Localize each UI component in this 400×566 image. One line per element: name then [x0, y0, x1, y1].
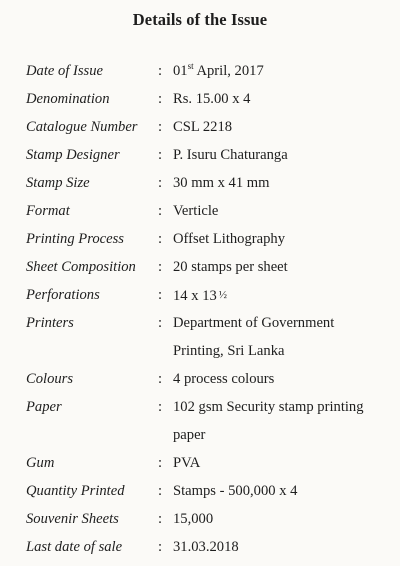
field-label: Format: [26, 203, 70, 219]
value-main: 14 x 13: [173, 288, 217, 304]
value-line: Printing, Sri Lanka: [173, 343, 285, 359]
field-label: Souvenir Sheets: [26, 511, 119, 527]
row-denomination: [0, 85, 400, 113]
field-value: 30 mm x 41 mm: [173, 175, 270, 191]
field-label: Sheet Composition: [26, 259, 136, 275]
row-catalogue-number: [0, 113, 400, 141]
details-list: [0, 57, 400, 561]
colon: :: [158, 315, 163, 331]
value-superscript: st: [187, 61, 194, 71]
field-value: Stamps - 500,000 x 4: [173, 483, 298, 499]
field-value: PVA: [173, 455, 201, 471]
colon: :: [158, 147, 163, 163]
colon: :: [158, 91, 163, 107]
field-value: P. Isuru Chaturanga: [173, 147, 288, 163]
field-label: Catalogue Number: [26, 119, 138, 135]
field-value: Offset Lithography: [173, 231, 285, 247]
colon: :: [158, 203, 163, 219]
row-perforations: [0, 281, 400, 309]
field-value: [173, 309, 388, 365]
row-colours: [0, 365, 400, 393]
row-paper: [0, 393, 400, 449]
row-souvenir-sheets: [0, 505, 400, 533]
field-label: Stamp Size: [26, 175, 90, 191]
field-label: Denomination: [26, 91, 110, 107]
value-line: Department of Government: [173, 315, 335, 331]
row-stamp-size: [0, 169, 400, 197]
row-stamp-designer: [0, 141, 400, 169]
field-label: Printing Process: [26, 231, 124, 247]
value-line: 102 gsm Security stamp printing: [173, 399, 364, 415]
row-gum: [0, 449, 400, 477]
row-quantity-printed: [0, 477, 400, 505]
row-printing-process: [0, 225, 400, 253]
row-date-of-issue: [0, 57, 400, 85]
field-label: Date of Issue: [26, 63, 104, 79]
value-rest: April, 2017: [193, 63, 264, 79]
field-value: 15,000: [173, 511, 214, 527]
field-value: 31.03.2018: [173, 539, 239, 555]
row-sheet-composition: [0, 253, 400, 281]
colon: :: [158, 63, 163, 79]
field-label: Paper: [26, 399, 62, 415]
field-value: [173, 57, 388, 85]
field-label: Colours: [26, 371, 74, 387]
value-fraction: ½: [218, 289, 228, 301]
colon: :: [158, 539, 163, 555]
colon: :: [158, 483, 163, 499]
row-format: [0, 197, 400, 225]
field-value: [173, 393, 388, 449]
field-value: Verticle: [173, 203, 219, 219]
field-value: [173, 281, 388, 310]
value-main: 01: [173, 63, 188, 79]
row-last-date-of-sale: [0, 533, 400, 561]
field-value: CSL 2218: [173, 119, 233, 135]
field-label: Stamp Designer: [26, 147, 120, 163]
field-value: Rs. 15.00 x 4: [173, 91, 251, 107]
page-title: Details of the Issue: [132, 10, 268, 29]
colon: :: [158, 119, 163, 135]
field-label: Quantity Printed: [26, 483, 125, 499]
value-line: paper: [173, 427, 206, 443]
field-value: 20 stamps per sheet: [173, 259, 288, 275]
colon: :: [158, 287, 163, 303]
colon: :: [158, 259, 163, 275]
field-label: Gum: [26, 455, 55, 471]
field-value: 4 process colours: [173, 371, 275, 387]
field-label: Perforations: [26, 287, 100, 303]
colon: :: [158, 371, 163, 387]
colon: :: [158, 175, 163, 191]
colon: :: [158, 399, 163, 415]
field-label: Printers: [26, 315, 74, 331]
row-printers: [0, 309, 400, 365]
colon: :: [158, 511, 163, 527]
colon: :: [158, 231, 163, 247]
colon: :: [158, 455, 163, 471]
field-label: Last date of sale: [26, 539, 123, 555]
